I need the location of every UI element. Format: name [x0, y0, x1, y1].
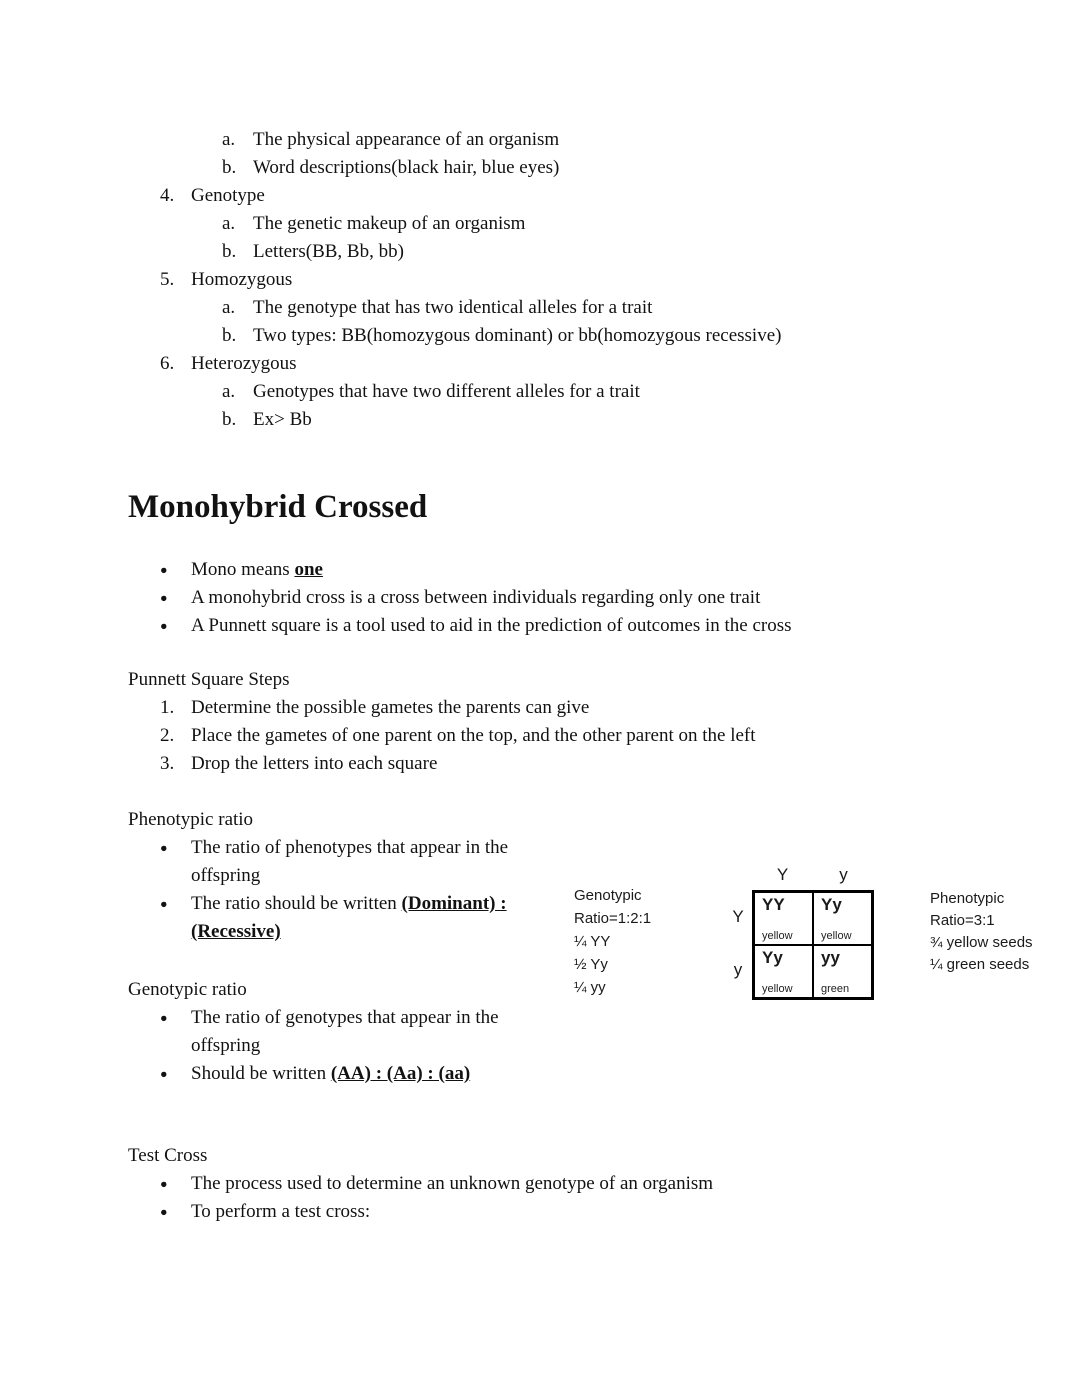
phenotype-text: yellow	[762, 983, 793, 995]
list-item	[160, 266, 958, 294]
list-text: The process used to determine an unknown genotype of an organism	[191, 1173, 714, 1194]
list-item	[222, 322, 958, 350]
phenotype-text: yellow	[762, 930, 793, 942]
list-text: The physical appearance of an organism	[253, 129, 560, 150]
list-marker: a.	[222, 129, 236, 150]
list-marker: 1.	[160, 697, 175, 718]
list-marker: 2.	[160, 725, 175, 746]
list-item	[222, 378, 958, 406]
list-item	[160, 722, 958, 750]
list-text: The ratio should be written (Dominant) : (Recessive)	[191, 893, 507, 942]
list-text: Letters(BB, Bb, bb)	[253, 241, 404, 262]
figure-text: Ratio=1:2:1	[574, 910, 652, 927]
list-marker: b.	[222, 241, 237, 262]
list-text: Two types: BB(homozygous dominant) or bb(homozygous recessive)	[253, 325, 782, 346]
list-item	[222, 238, 958, 266]
genotype-text: Yy	[821, 895, 842, 914]
list-item	[160, 750, 958, 778]
document-content	[128, 126, 958, 1226]
list-text: The genetic makeup of an organism	[253, 213, 526, 234]
list-item	[222, 126, 958, 154]
list-text: Ex> Bb	[253, 409, 312, 430]
phenotype-text: green	[821, 983, 850, 995]
section-header-phenotypic: Phenotypic ratio	[128, 809, 254, 830]
bullet-marker: ●	[160, 563, 168, 577]
list-marker: b.	[222, 409, 237, 430]
list-marker: a.	[222, 381, 236, 402]
figure-text: ¾ yellow seeds	[930, 934, 1033, 951]
punnett-cell	[813, 945, 872, 998]
bullet-marker: ●	[160, 1177, 168, 1191]
list-marker: 5.	[160, 269, 175, 290]
list-item	[160, 1060, 958, 1088]
genotype-text: yy	[821, 948, 840, 967]
list-text: To perform a test cross:	[191, 1201, 371, 1222]
punnett-figure	[572, 862, 1072, 1022]
list-item	[160, 556, 958, 584]
list-marker: 6.	[160, 353, 175, 374]
section-header-punnett-steps: Punnett Square Steps	[128, 669, 290, 690]
mono-bullet-list	[128, 556, 958, 640]
punnett-grid	[752, 890, 874, 1000]
list-item	[222, 210, 958, 238]
list-text: Place the gametes of one parent on the top, and the other parent on the left	[191, 725, 756, 746]
genotypic-ratio-label	[574, 884, 651, 999]
bullet-marker: ●	[160, 897, 168, 911]
figure-text: Phenotypic	[930, 890, 1005, 907]
list-text: Homozygous	[191, 269, 293, 290]
figure-text: ¼ yy	[574, 979, 606, 996]
list-text: The genotype that has two identical alleles for a trait	[253, 297, 653, 318]
bullet-marker: ●	[160, 841, 168, 855]
list-item	[160, 350, 958, 378]
emphasized-text: one	[294, 559, 323, 580]
list-item	[160, 182, 958, 210]
list-item	[160, 1170, 958, 1198]
section-header-genotypic: Genotypic ratio	[128, 979, 247, 1000]
section-header-test-cross: Test Cross	[128, 1145, 208, 1166]
list-text: Mono means one	[191, 559, 323, 580]
figure-text: Ratio=3:1	[930, 912, 995, 929]
punnett-cell	[754, 945, 813, 998]
list-item	[160, 612, 958, 640]
list-marker: a.	[222, 213, 236, 234]
list-text: Should be written (AA) : (Aa) : (aa)	[191, 1063, 471, 1084]
list-item	[222, 154, 958, 182]
bullet-marker: ●	[160, 591, 168, 605]
punnett-square	[724, 862, 874, 1000]
figure-text: Genotypic	[574, 887, 642, 904]
allele-header: Y	[732, 907, 744, 926]
punnett-top-headers	[752, 862, 874, 890]
figure-text: ¼ green seeds	[930, 956, 1030, 973]
punnett-cell	[813, 892, 872, 945]
list-text: Heterozygous	[191, 353, 297, 374]
list-item	[160, 584, 958, 612]
page-title: Monohybrid Crossed	[128, 489, 428, 525]
list-text: The ratio of genotypes that appear in the offspring	[191, 1007, 499, 1056]
list-text: A Punnett square is a tool used to aid in the prediction of outcomes in the cross	[191, 615, 792, 636]
allele-header: Y	[776, 865, 789, 884]
list-item	[160, 1198, 958, 1226]
bullet-marker: ●	[160, 1067, 168, 1081]
emphasized-text: (Dominant) : (Recessive)	[191, 893, 507, 942]
list-text: Genotype	[191, 185, 265, 206]
list-text: Word descriptions(black hair, blue eyes)	[253, 157, 560, 178]
bullet-marker: ●	[160, 619, 168, 633]
list-text: Genotypes that have two different alleles for a trait	[253, 381, 640, 402]
figure-text: ½ Yy	[574, 956, 608, 973]
list-item	[160, 694, 958, 722]
list-text: Determine the possible gametes the parents can give	[191, 697, 590, 718]
list-marker: 4.	[160, 185, 175, 206]
list-text: Drop the letters into each square	[191, 753, 438, 774]
list-item	[222, 406, 958, 434]
genotype-text: Yy	[762, 948, 783, 967]
allele-header: y	[733, 960, 743, 979]
list-marker: a.	[222, 297, 236, 318]
figure-text: ¼ YY	[574, 933, 611, 950]
bullet-marker: ●	[160, 1011, 168, 1025]
bullet-marker: ●	[160, 1205, 168, 1219]
list-marker: 3.	[160, 753, 175, 774]
phenotype-text: yellow	[821, 930, 852, 942]
list-marker: b.	[222, 157, 237, 178]
punnett-left-headers	[724, 890, 752, 1000]
genotype-text: YY	[762, 895, 785, 914]
list-text: A monohybrid cross is a cross between individuals regarding only one trait	[191, 587, 761, 608]
list-item	[222, 294, 958, 322]
punnett-cell	[754, 892, 813, 945]
emphasized-text: (AA) : (Aa) : (aa)	[330, 1063, 471, 1084]
phenotypic-ratio-label	[930, 888, 1033, 976]
list-marker: b.	[222, 325, 237, 346]
list-text: The ratio of phenotypes that appear in the offspring	[191, 837, 509, 886]
allele-header: y	[839, 865, 848, 884]
